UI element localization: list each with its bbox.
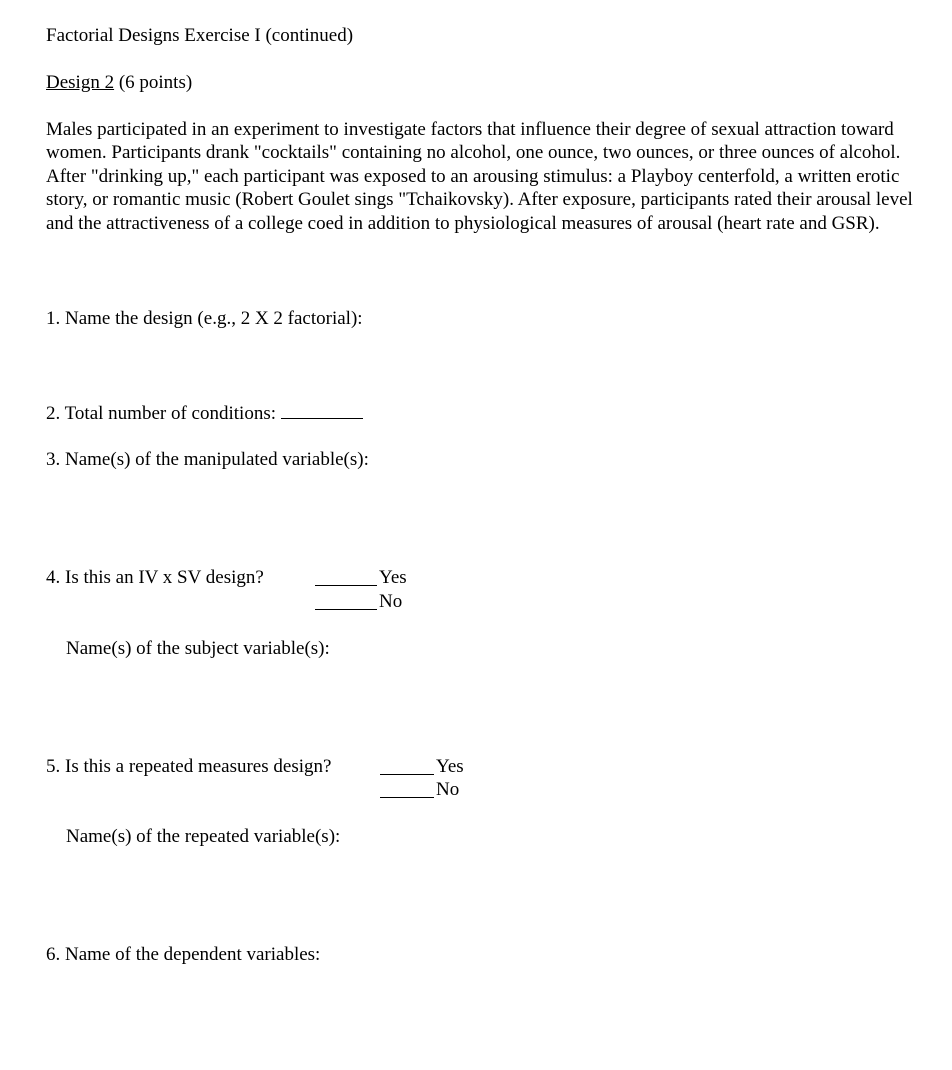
question-5-repeated-variables: Name(s) of the repeated variable(s): — [66, 826, 341, 847]
q4-no-blank[interactable] — [315, 592, 377, 610]
design-points: (6 points) — [114, 72, 193, 93]
question-4-subject-variables: Name(s) of the subject variable(s): — [66, 638, 330, 659]
question-1: 1. Name the design (e.g., 2 X 2 factorial): — [46, 308, 363, 329]
design-label: Design 2 — [46, 72, 115, 93]
question-5: 5. Is this a repeated measures design? — [46, 756, 332, 777]
scenario-paragraph: Males participated in an experiment to investigate factors that influence their degree of sexual attraction toward women. Participants drank "cocktails" containing no alcohol, one ounce, two ounces, or three ounces of alcohol. After "drinking up," each participant was exposed to an arousing stimulus: a Playboy centerfold, a written erotic story, or romantic music (Robert Goulet sings "Tchaikovsky). After exposure, participants rated their arousal level and the attractiveness of a college coed in addition to physiological measures of arousal (heart rate and GSR). — [46, 119, 913, 234]
question-3: 3. Name(s) of the manipulated variable(s): — [46, 449, 369, 470]
q4-no-option — [315, 590, 402, 613]
page-title: Factorial Designs Exercise I (continued) — [46, 25, 354, 46]
q5-no-blank[interactable] — [380, 780, 434, 798]
q5-yes-blank[interactable] — [380, 757, 434, 775]
q4-yes-label: Yes — [379, 567, 407, 588]
q4-no-label: No — [379, 591, 403, 612]
design-heading — [46, 71, 192, 94]
conditions-blank[interactable] — [281, 401, 363, 419]
q5-yes-label: Yes — [436, 756, 464, 777]
question-2 — [46, 401, 363, 425]
q4-yes-option — [315, 566, 407, 589]
q5-no-label: No — [436, 779, 460, 800]
question-2-label: 2. Total number of conditions: — [46, 403, 276, 424]
q5-no-option — [380, 778, 459, 801]
question-6: 6. Name of the dependent variables: — [46, 944, 321, 965]
question-4: 4. Is this an IV x SV design? — [46, 567, 264, 588]
q5-yes-option — [380, 755, 464, 778]
q4-yes-blank[interactable] — [315, 568, 377, 586]
